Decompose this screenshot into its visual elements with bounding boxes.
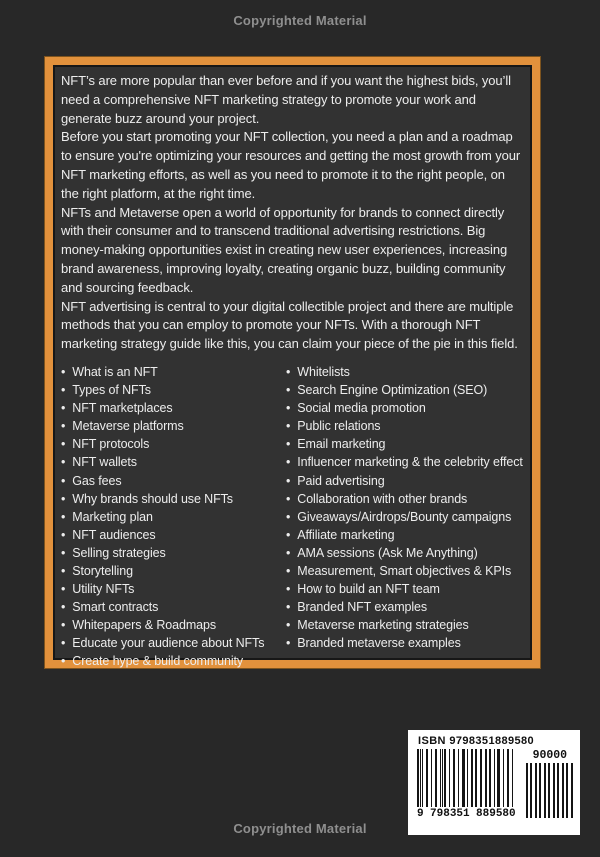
topic-label: Marketing plan [72, 509, 153, 524]
topic-list-item [286, 472, 523, 490]
topic-list-item [286, 580, 523, 598]
topic-list-item [61, 634, 286, 652]
topic-label: Why brands should use NFTs [72, 491, 233, 506]
bullet-icon: • [61, 563, 66, 578]
topic-label: Branded metaverse examples [297, 636, 461, 651]
isbn-label: ISBN 9798351889580 [418, 735, 535, 747]
topic-list-item [61, 399, 286, 417]
topic-label: Storytelling [72, 563, 133, 578]
ean-group2: 889580 [476, 808, 516, 820]
ean13-digits [417, 808, 516, 820]
topic-label: What is an NFT [72, 364, 158, 379]
bullet-icon: • [286, 527, 291, 542]
topic-list-item [61, 526, 286, 544]
bullet-icon: • [61, 636, 66, 651]
topic-list-item [286, 508, 523, 526]
ean5-bars-icon [526, 763, 574, 818]
bullet-icon: • [61, 491, 66, 506]
topic-label: Measurement, Smart objectives & KPIs [297, 563, 512, 578]
bullet-icon: • [286, 618, 291, 633]
topics-column-right [286, 363, 523, 671]
topic-list-item [61, 417, 286, 435]
topic-list-item [61, 435, 286, 453]
topic-list-item [61, 652, 286, 670]
topic-list-item [61, 381, 286, 399]
topic-label: Whitepapers & Roadmaps [72, 618, 216, 633]
bullet-icon: • [286, 455, 291, 470]
topic-label: Metaverse marketing strategies [297, 618, 469, 633]
bullet-icon: • [61, 527, 66, 542]
topic-list-item [286, 490, 523, 508]
supplement-number: 90000 [532, 749, 568, 762]
copyright-banner-bottom: Copyrighted Material [233, 821, 367, 836]
synopsis-paragraph: NFT advertising is central to your digital collectible project and there are multiple methods that you can employ to promote your NFTs. With a thorough NFT marketing strategy guide like this, you can claim your piece of the pie in this field. [61, 298, 518, 352]
bullet-icon: • [286, 636, 291, 651]
bullet-icon: • [286, 401, 291, 416]
topic-label: NFT audiences [72, 527, 156, 542]
bullet-icon: • [61, 364, 66, 379]
bullet-icon: • [286, 509, 291, 524]
barcode-row [414, 749, 574, 820]
topic-label: Metaverse platforms [72, 419, 184, 434]
topic-label: AMA sessions (Ask Me Anything) [297, 545, 478, 560]
synopsis-paragraphs [61, 72, 522, 354]
book-back-cover [45, 57, 540, 668]
topic-label: Whitelists [297, 364, 350, 379]
topic-list-item [61, 562, 286, 580]
bullet-icon: • [286, 473, 291, 488]
topics-columns [61, 363, 522, 671]
topic-label: Utility NFTs [72, 582, 135, 597]
ean13-barcode [417, 749, 516, 820]
topic-label: Smart contracts [72, 600, 159, 615]
topic-list-item [286, 526, 523, 544]
bullet-icon: • [286, 600, 291, 615]
topic-label: Giveaways/Airdrops/Bounty campaigns [297, 509, 512, 524]
topic-list-item [61, 616, 286, 634]
topic-list-item [61, 453, 286, 471]
topic-label: Branded NFT examples [297, 600, 428, 615]
bullet-icon: • [61, 455, 66, 470]
topic-label: Public relations [297, 419, 381, 434]
synopsis-paragraph: NFT’s are more popular than ever before and if you want the highest bids, you’ll need a comprehensive NFT marketing strategy to promote your work and generate buzz around your project. [61, 73, 511, 126]
copyright-banner-top: Copyrighted Material [233, 13, 367, 28]
topic-list-item [286, 634, 523, 652]
topic-list-item [286, 616, 523, 634]
topic-list-item [61, 598, 286, 616]
topic-label: Collaboration with other brands [297, 491, 468, 506]
topic-list-item [286, 598, 523, 616]
topic-label: NFT protocols [72, 437, 150, 452]
bullet-icon: • [61, 437, 66, 452]
topic-label: Selling strategies [72, 545, 166, 560]
book-back-cover-content [53, 65, 532, 669]
bullet-icon: • [286, 437, 291, 452]
bullet-icon: • [61, 654, 66, 669]
topic-label: Influencer marketing & the celebrity effect [297, 455, 523, 470]
topic-label: NFT wallets [72, 455, 137, 470]
ean5-supplement-barcode [526, 749, 574, 820]
ean-digit-lead: 9 [417, 808, 424, 820]
ean-group1: 798351 [430, 808, 470, 820]
topic-label: Social media promotion [297, 401, 426, 416]
topic-list-item [286, 544, 523, 562]
bullet-icon: • [61, 618, 66, 633]
bullet-icon: • [61, 401, 66, 416]
topic-list-item [61, 490, 286, 508]
topic-list-item [286, 417, 523, 435]
ean13-bars-icon [417, 749, 516, 807]
topics-column-left [61, 363, 286, 671]
topic-list-item [61, 544, 286, 562]
bullet-icon: • [61, 419, 66, 434]
topic-label: How to build an NFT team [297, 582, 440, 597]
topic-label: Educate your audience about NFTs [72, 636, 265, 651]
topic-list-item [286, 435, 523, 453]
topic-list-item [61, 363, 286, 381]
bullet-icon: • [61, 600, 66, 615]
bullet-icon: • [286, 563, 291, 578]
bullet-icon: • [286, 582, 291, 597]
topic-label: Types of NFTs [72, 383, 151, 398]
topic-list-item [286, 562, 523, 580]
topic-list-item [61, 580, 286, 598]
topic-label: Email marketing [297, 437, 386, 452]
topic-list-item [286, 381, 523, 399]
topic-label: Gas fees [72, 473, 122, 488]
topic-label: Paid advertising [297, 473, 385, 488]
topic-label: NFT marketplaces [72, 401, 173, 416]
synopsis-paragraph: Before you start promoting your NFT collection, you need a plan and a roadmap to ensure you're optimizing your resources and getting the most growth from your NFT marketing efforts, as well as you need to promote it to the right people, on the right platform, at the right time. [61, 129, 521, 201]
bullet-icon: • [61, 473, 66, 488]
topic-label: Affiliate marketing [297, 527, 395, 542]
isbn-barcode-panel [408, 730, 580, 835]
topic-label: Search Engine Optimization (SEO) [297, 383, 488, 398]
bullet-icon: • [286, 419, 291, 434]
topic-label: Create hype & build community [72, 654, 244, 669]
topic-list-item [61, 508, 286, 526]
topic-list-item [61, 472, 286, 490]
synopsis-paragraph: NFTs and Metaverse open a world of opportunity for brands to connect directly with their consumer and to transcend traditional advertising restrictions. Big money-making opportunities exist in creating new user experiences, increasing brand awareness, improving loyalty, creating organic buzz, building community and sourcing feedback. [61, 204, 508, 295]
bullet-icon: • [286, 545, 291, 560]
bullet-icon: • [61, 383, 66, 398]
bullet-icon: • [286, 383, 291, 398]
topic-list-item [286, 453, 523, 471]
topic-list-item [286, 399, 523, 417]
bullet-icon: • [61, 545, 66, 560]
bullet-icon: • [286, 491, 291, 506]
bullet-icon: • [61, 509, 66, 524]
bullet-icon: • [286, 364, 291, 379]
topic-list-item [286, 363, 523, 381]
bullet-icon: • [61, 582, 66, 597]
